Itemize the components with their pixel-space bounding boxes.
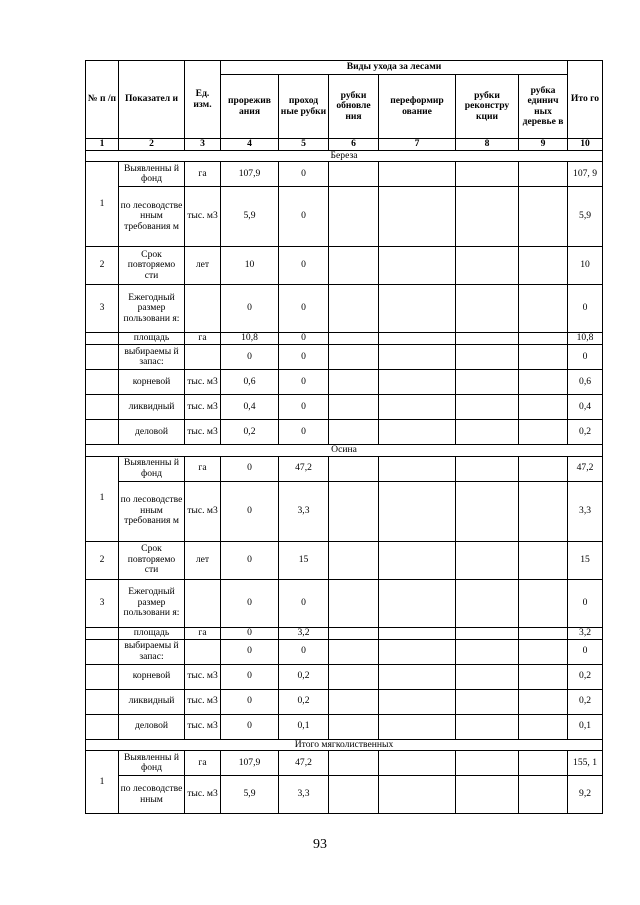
reconstruction-value <box>456 247 519 285</box>
renewal-value <box>329 751 379 776</box>
reconstruction-value <box>456 345 519 370</box>
reform-value <box>379 714 456 739</box>
indicator-cell: Ежегодный размер пользовани я: <box>119 579 185 627</box>
reform-value <box>379 187 456 247</box>
unit-cell: га <box>185 162 221 187</box>
reconstruction-value <box>456 395 519 420</box>
total-value: 0 <box>568 345 603 370</box>
renewal-value <box>329 639 379 664</box>
thinning-value: 0 <box>221 714 279 739</box>
unit-cell: тыс. м3 <box>185 664 221 689</box>
section-title-row <box>86 150 603 162</box>
single-tree-value <box>519 420 568 445</box>
indicator-cell: по лесоводстве нным требования м <box>119 481 185 541</box>
table-row <box>86 776 603 814</box>
reconstruction-value <box>456 285 519 333</box>
renewal-value <box>329 664 379 689</box>
total-value: 0,2 <box>568 689 603 714</box>
unit-cell: лет <box>185 541 221 579</box>
unit-cell <box>185 345 221 370</box>
single-tree-value <box>519 456 568 481</box>
total-value: 155, 1 <box>568 751 603 776</box>
unit-cell: га <box>185 333 221 345</box>
indicator-cell: деловой <box>119 420 185 445</box>
table-row <box>86 187 603 247</box>
reform-value <box>379 481 456 541</box>
renewal-value <box>329 481 379 541</box>
unit-cell: тыс. м3 <box>185 776 221 814</box>
row-number <box>86 639 119 664</box>
row-number <box>86 345 119 370</box>
row-number: 3 <box>86 579 119 627</box>
reconstruction-value <box>456 456 519 481</box>
row-number <box>86 420 119 445</box>
renewal-value <box>329 395 379 420</box>
table-row <box>86 481 603 541</box>
reform-value <box>379 420 456 445</box>
total-value: 47,2 <box>568 456 603 481</box>
row-number <box>86 395 119 420</box>
reconstruction-value <box>456 664 519 689</box>
header-indicator: Показател и <box>119 61 185 139</box>
column-number-row <box>86 139 603 151</box>
single-tree-value <box>519 481 568 541</box>
indicator-cell: Срок повторяемо сти <box>119 541 185 579</box>
indicator-cell: ликвидный <box>119 395 185 420</box>
passage-value: 0 <box>279 639 329 664</box>
renewal-value <box>329 456 379 481</box>
reconstruction-value <box>456 162 519 187</box>
thinning-value: 0 <box>221 579 279 627</box>
renewal-value <box>329 714 379 739</box>
unit-cell: тыс. м3 <box>185 370 221 395</box>
reform-value <box>379 751 456 776</box>
header-thinning: прорежив ания <box>221 75 279 139</box>
single-tree-value <box>519 395 568 420</box>
reform-value <box>379 579 456 627</box>
reform-value <box>379 689 456 714</box>
table-row <box>86 664 603 689</box>
indicator-cell: Ежегодный размер пользовани я: <box>119 285 185 333</box>
passage-value: 0 <box>279 395 329 420</box>
renewal-value <box>329 420 379 445</box>
column-number: 4 <box>221 139 279 151</box>
reconstruction-value <box>456 579 519 627</box>
reform-value <box>379 456 456 481</box>
page-number: 93 <box>313 837 327 852</box>
single-tree-value <box>519 162 568 187</box>
total-value: 0 <box>568 579 603 627</box>
thinning-value: 0 <box>221 481 279 541</box>
indicator-cell: по лесоводстве нным требования м <box>119 187 185 247</box>
thinning-value: 0 <box>221 541 279 579</box>
reform-value <box>379 285 456 333</box>
indicator-cell: выбираемы й запас: <box>119 639 185 664</box>
thinning-value: 0 <box>221 345 279 370</box>
reconstruction-value <box>456 370 519 395</box>
passage-value: 0 <box>279 247 329 285</box>
indicator-cell: выбираемы й запас: <box>119 345 185 370</box>
table-row <box>86 162 603 187</box>
row-number <box>86 627 119 639</box>
passage-value: 0,2 <box>279 664 329 689</box>
reform-value <box>379 345 456 370</box>
header-total: Ито го <box>568 61 603 139</box>
passage-value: 0,2 <box>279 689 329 714</box>
unit-cell: тыс. м3 <box>185 187 221 247</box>
total-value: 0 <box>568 285 603 333</box>
unit-cell <box>185 285 221 333</box>
table-row <box>86 420 603 445</box>
reconstruction-value <box>456 420 519 445</box>
header-num: № п /п <box>86 61 119 139</box>
renewal-value <box>329 541 379 579</box>
column-number: 5 <box>279 139 329 151</box>
total-value: 0,4 <box>568 395 603 420</box>
passage-value: 0 <box>279 370 329 395</box>
table-row <box>86 395 603 420</box>
reconstruction-value <box>456 187 519 247</box>
unit-cell: га <box>185 627 221 639</box>
table-row <box>86 751 603 776</box>
column-number: 9 <box>519 139 568 151</box>
table-row <box>86 247 603 285</box>
single-tree-value <box>519 714 568 739</box>
reform-value <box>379 639 456 664</box>
header-passage: проход ные рубки <box>279 75 329 139</box>
reconstruction-value <box>456 541 519 579</box>
total-value: 0,2 <box>568 420 603 445</box>
thinning-value: 10 <box>221 247 279 285</box>
row-number: 1 <box>86 751 119 814</box>
reconstruction-value <box>456 714 519 739</box>
row-number <box>86 333 119 345</box>
thinning-value: 0 <box>221 627 279 639</box>
column-number: 3 <box>185 139 221 151</box>
indicator-cell: ликвидный <box>119 689 185 714</box>
column-number: 2 <box>119 139 185 151</box>
reconstruction-value <box>456 627 519 639</box>
header-single-tree: рубка единич ных деревье в <box>519 75 568 139</box>
reform-value <box>379 776 456 814</box>
renewal-value <box>329 689 379 714</box>
total-value: 0,6 <box>568 370 603 395</box>
passage-value: 3,2 <box>279 627 329 639</box>
section-title-row <box>86 739 603 751</box>
section-title-row <box>86 445 603 457</box>
indicator-cell: площадь <box>119 333 185 345</box>
unit-cell: тыс. м3 <box>185 395 221 420</box>
table-row <box>86 541 603 579</box>
indicator-cell: корневой <box>119 664 185 689</box>
renewal-value <box>329 345 379 370</box>
single-tree-value <box>519 333 568 345</box>
reform-value <box>379 664 456 689</box>
header-care-types: Виды ухода за лесами <box>221 61 568 75</box>
passage-value: 47,2 <box>279 456 329 481</box>
section-title: Осина <box>86 445 603 457</box>
thinning-value: 5,9 <box>221 776 279 814</box>
column-number: 8 <box>456 139 519 151</box>
unit-cell: тыс. м3 <box>185 420 221 445</box>
reconstruction-value <box>456 481 519 541</box>
single-tree-value <box>519 751 568 776</box>
indicator-cell: Срок повторяемо сти <box>119 247 185 285</box>
single-tree-value <box>519 664 568 689</box>
thinning-value: 5,9 <box>221 187 279 247</box>
passage-value: 15 <box>279 541 329 579</box>
passage-value: 0 <box>279 333 329 345</box>
table-row <box>86 285 603 333</box>
table-row <box>86 627 603 639</box>
single-tree-value <box>519 776 568 814</box>
passage-value: 47,2 <box>279 751 329 776</box>
total-value: 0,2 <box>568 664 603 689</box>
total-value: 10 <box>568 247 603 285</box>
passage-value: 0,1 <box>279 714 329 739</box>
passage-value: 0 <box>279 285 329 333</box>
unit-cell: тыс. м3 <box>185 689 221 714</box>
reform-value <box>379 541 456 579</box>
thinning-value: 0 <box>221 456 279 481</box>
row-number: 2 <box>86 541 119 579</box>
column-number: 1 <box>86 139 119 151</box>
renewal-value <box>329 579 379 627</box>
reconstruction-value <box>456 776 519 814</box>
reconstruction-value <box>456 333 519 345</box>
passage-value: 0 <box>279 579 329 627</box>
reform-value <box>379 333 456 345</box>
total-value: 10,8 <box>568 333 603 345</box>
passage-value: 3,3 <box>279 481 329 541</box>
header-unit: Ед. изм. <box>185 61 221 139</box>
thinning-value: 10,8 <box>221 333 279 345</box>
thinning-value: 0,2 <box>221 420 279 445</box>
section-title: Береза <box>86 150 603 162</box>
renewal-value <box>329 162 379 187</box>
unit-cell: тыс. м3 <box>185 481 221 541</box>
table-row <box>86 689 603 714</box>
row-number: 3 <box>86 285 119 333</box>
total-value: 3,2 <box>568 627 603 639</box>
row-number: 1 <box>86 456 119 541</box>
passage-value: 3,3 <box>279 776 329 814</box>
indicator-cell: Выявленны й фонд <box>119 751 185 776</box>
unit-cell: га <box>185 456 221 481</box>
total-value: 15 <box>568 541 603 579</box>
unit-cell <box>185 579 221 627</box>
thinning-value: 0 <box>221 664 279 689</box>
section-title: Итого мягколиственных <box>86 739 603 751</box>
row-number: 1 <box>86 162 119 247</box>
table-row <box>86 370 603 395</box>
reform-value <box>379 627 456 639</box>
row-number <box>86 370 119 395</box>
table-row <box>86 714 603 739</box>
thinning-value: 0 <box>221 285 279 333</box>
thinning-value: 0,6 <box>221 370 279 395</box>
header-reconstruction: рубки реконстру кции <box>456 75 519 139</box>
indicator-cell: деловой <box>119 714 185 739</box>
column-number: 7 <box>379 139 456 151</box>
column-number: 10 <box>568 139 603 151</box>
single-tree-value <box>519 285 568 333</box>
reconstruction-value <box>456 689 519 714</box>
forest-care-table <box>85 60 603 814</box>
reform-value <box>379 162 456 187</box>
renewal-value <box>329 247 379 285</box>
thinning-value: 0,4 <box>221 395 279 420</box>
indicator-cell: Выявленны й фонд <box>119 456 185 481</box>
table-row <box>86 639 603 664</box>
reform-value <box>379 370 456 395</box>
renewal-value <box>329 285 379 333</box>
thinning-value: 0 <box>221 689 279 714</box>
renewal-value <box>329 333 379 345</box>
single-tree-value <box>519 639 568 664</box>
thinning-value: 107,9 <box>221 751 279 776</box>
renewal-value <box>329 187 379 247</box>
total-value: 9,2 <box>568 776 603 814</box>
single-tree-value <box>519 345 568 370</box>
passage-value: 0 <box>279 420 329 445</box>
indicator-cell: площадь <box>119 627 185 639</box>
thinning-value: 107,9 <box>221 162 279 187</box>
indicator-cell: по лесоводстве нным <box>119 776 185 814</box>
indicator-cell: Выявленны й фонд <box>119 162 185 187</box>
table-row <box>86 579 603 627</box>
table-row <box>86 456 603 481</box>
header-row-top <box>86 61 603 75</box>
total-value: 107, 9 <box>568 162 603 187</box>
unit-cell: тыс. м3 <box>185 714 221 739</box>
renewal-value <box>329 776 379 814</box>
thinning-value: 0 <box>221 639 279 664</box>
column-number: 6 <box>329 139 379 151</box>
row-number <box>86 689 119 714</box>
single-tree-value <box>519 689 568 714</box>
single-tree-value <box>519 370 568 395</box>
passage-value: 0 <box>279 345 329 370</box>
single-tree-value <box>519 541 568 579</box>
reform-value <box>379 395 456 420</box>
reform-value <box>379 247 456 285</box>
total-value: 3,3 <box>568 481 603 541</box>
unit-cell: лет <box>185 247 221 285</box>
unit-cell: га <box>185 751 221 776</box>
passage-value: 0 <box>279 187 329 247</box>
reconstruction-value <box>456 751 519 776</box>
single-tree-value <box>519 187 568 247</box>
unit-cell <box>185 639 221 664</box>
total-value: 0 <box>568 639 603 664</box>
indicator-cell: корневой <box>119 370 185 395</box>
row-number <box>86 664 119 689</box>
header-reform: переформир ование <box>379 75 456 139</box>
renewal-value <box>329 370 379 395</box>
single-tree-value <box>519 247 568 285</box>
header-renewal: рубки обновле ния <box>329 75 379 139</box>
renewal-value <box>329 627 379 639</box>
single-tree-value <box>519 627 568 639</box>
total-value: 0,1 <box>568 714 603 739</box>
single-tree-value <box>519 579 568 627</box>
reconstruction-value <box>456 639 519 664</box>
row-number: 2 <box>86 247 119 285</box>
table-row <box>86 345 603 370</box>
table-row <box>86 333 603 345</box>
total-value: 5,9 <box>568 187 603 247</box>
row-number <box>86 714 119 739</box>
passage-value: 0 <box>279 162 329 187</box>
